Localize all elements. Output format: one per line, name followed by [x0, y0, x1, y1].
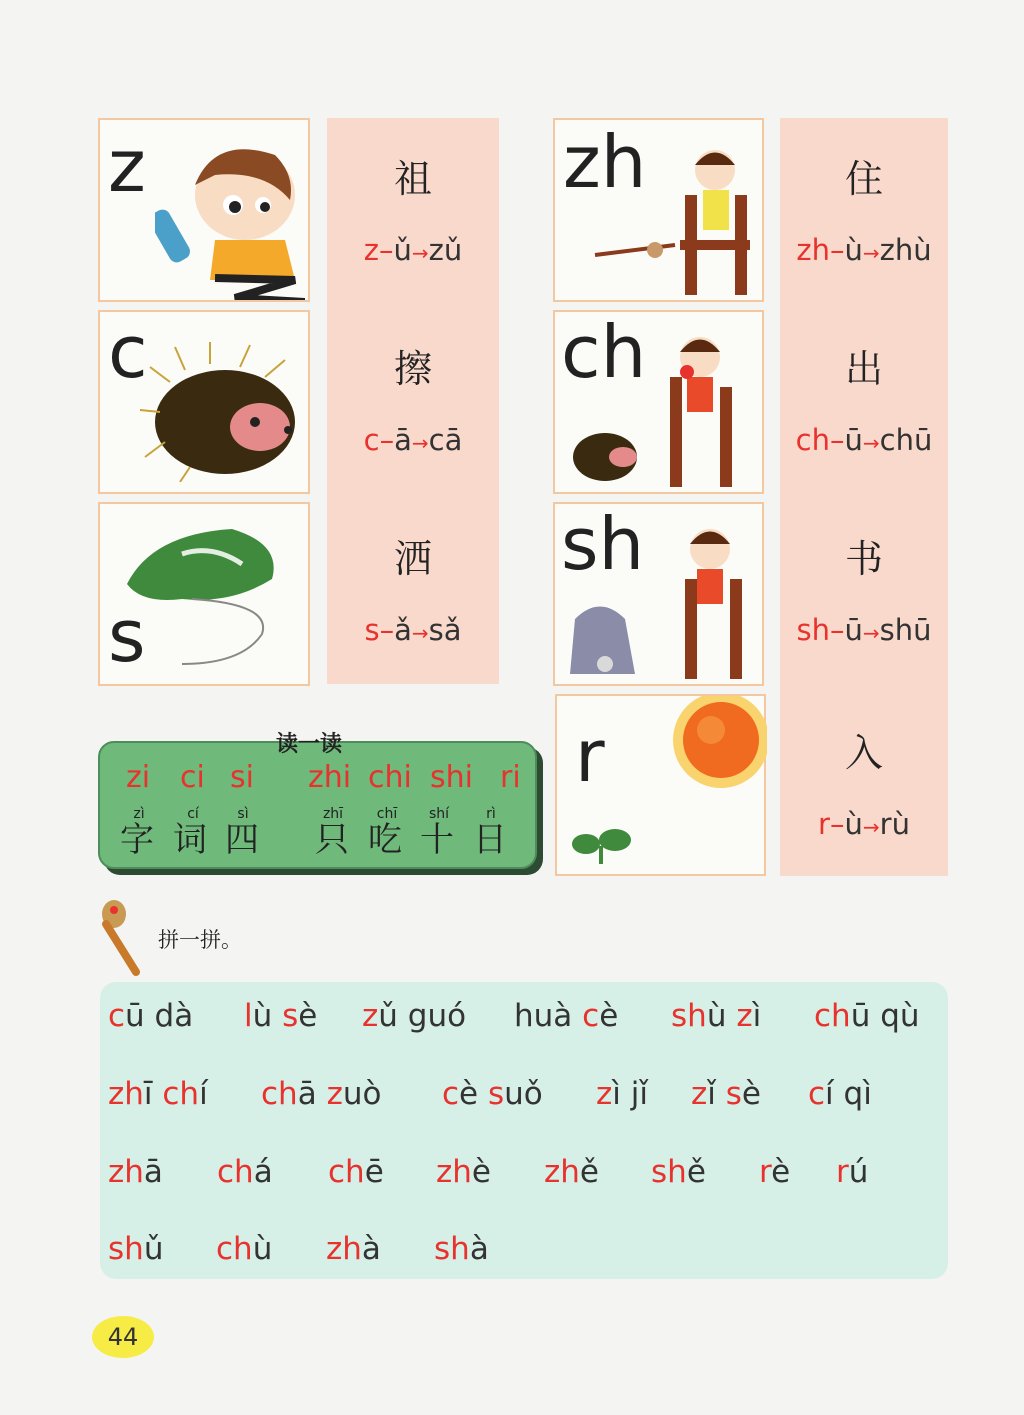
letter-zh: zh [563, 120, 647, 204]
spell-block-shu [780, 498, 948, 688]
practice-word: chē [328, 1154, 384, 1190]
spelling-chu: ch–ū→chū [795, 423, 933, 457]
spell-block-zu [327, 118, 499, 308]
read-tone: zì [133, 806, 145, 822]
practice-word: shù zì [671, 998, 762, 1034]
practice-word: zì jǐ [596, 1076, 648, 1112]
page-number: 44 [92, 1316, 154, 1358]
practice-word: huà cè [514, 998, 619, 1034]
spelling-ru: r–ù→rù [818, 807, 910, 841]
char-shu: 书 [844, 537, 883, 581]
boy-with-scroll-illustration [155, 130, 305, 300]
practice-word: cū dà [108, 998, 194, 1034]
spelling-zu: z–ǔ→zǔ [363, 233, 463, 267]
practice-word: cè suǒ [442, 1076, 543, 1112]
spelling-sa: s–ǎ→sǎ [364, 613, 462, 647]
practice-word: zhè [436, 1154, 491, 1190]
spell-section-label: 拼一拼。 [158, 928, 242, 952]
practice-word: lù sè [244, 998, 318, 1034]
practice-word: shǔ [108, 1231, 164, 1267]
spell-block-ca [327, 308, 499, 498]
char-zu: 祖 [393, 157, 432, 201]
sprout-illustration [571, 826, 633, 866]
char-chu: 出 [844, 347, 883, 391]
read-pinyin: si [230, 760, 254, 795]
boy-and-stone-lion-illustration [560, 524, 760, 684]
read-tone: sì [237, 806, 249, 822]
read-pinyin: zhi [308, 760, 352, 795]
read-pinyin: zi [126, 760, 151, 795]
spelling-shu: sh–ū→shū [796, 613, 932, 647]
card-sh [553, 502, 764, 686]
practice-word: zǐ sè [691, 1076, 761, 1112]
char-ca: 擦 [393, 347, 432, 391]
read-tone: zhī [322, 806, 344, 822]
practice-word: shà [434, 1231, 489, 1267]
microphone-icon [96, 896, 146, 976]
practice-word: rè [759, 1154, 791, 1190]
read-tone: rì [486, 806, 496, 822]
read-pinyin: shi [430, 760, 473, 795]
spell-block-ru [780, 688, 948, 876]
spell-block-chu [780, 308, 948, 498]
letter-z: z [108, 124, 146, 208]
spelling-band-left [327, 118, 499, 684]
letter-sh: sh [561, 502, 645, 586]
read-char: 四 [225, 820, 259, 860]
read-pinyin: ci [180, 760, 205, 795]
practice-word: chā zuò [261, 1076, 382, 1112]
letter-c: c [108, 310, 148, 394]
read-char: 日 [473, 820, 507, 860]
spell-block-sa [327, 498, 499, 684]
card-z [98, 118, 310, 302]
read-char: 只 [315, 820, 349, 860]
letter-r: r [575, 714, 605, 798]
card-r [555, 694, 766, 876]
char-ru: 入 [844, 731, 883, 775]
practice-word: cí qì [808, 1076, 872, 1112]
sun-illustration [655, 696, 767, 806]
read-tone: chī [376, 806, 398, 822]
hedgehog-illustration [140, 342, 305, 482]
silkworm-leaf-illustration [122, 524, 292, 669]
practice-word: zhī chí [108, 1076, 208, 1112]
practice-word: shě [651, 1154, 706, 1190]
read-tone: shí [428, 806, 450, 822]
practice-word: rú [836, 1154, 869, 1190]
read-tone: cí [187, 806, 199, 822]
practice-panel [100, 982, 948, 1279]
read-section-title: 读一读 [276, 732, 343, 757]
letter-s: s [108, 594, 146, 678]
girl-knitting-on-chair-illustration [585, 145, 760, 300]
char-zhu: 住 [844, 157, 883, 201]
practice-word: zǔ guó [362, 998, 467, 1034]
card-s [98, 502, 310, 686]
read-aloud-panel [98, 741, 537, 869]
card-ch [553, 310, 764, 494]
card-c [98, 310, 310, 494]
practice-word: chù [216, 1231, 273, 1267]
spelling-band-right [780, 118, 948, 876]
practice-word: zhà [326, 1231, 381, 1267]
spelling-ca: c–ā→cā [363, 423, 463, 457]
read-char: 吃 [368, 820, 402, 860]
read-char: 十 [420, 820, 454, 860]
spell-block-zhu [780, 118, 948, 308]
practice-word: zhě [544, 1154, 599, 1190]
spelling-zhu: zh–ù→zhù [796, 233, 932, 267]
read-pinyin: chi [368, 760, 412, 795]
card-zh [553, 118, 764, 302]
letter-ch: ch [561, 310, 647, 394]
practice-word: zhā [108, 1154, 163, 1190]
read-char: 字 [120, 820, 154, 860]
boy-eating-on-chair-illustration [565, 332, 760, 492]
practice-word: chá [217, 1154, 273, 1190]
read-pinyin: ri [500, 760, 521, 795]
read-char: 词 [173, 820, 207, 860]
char-sa: 洒 [393, 537, 432, 581]
practice-word: chū qù [814, 998, 920, 1034]
